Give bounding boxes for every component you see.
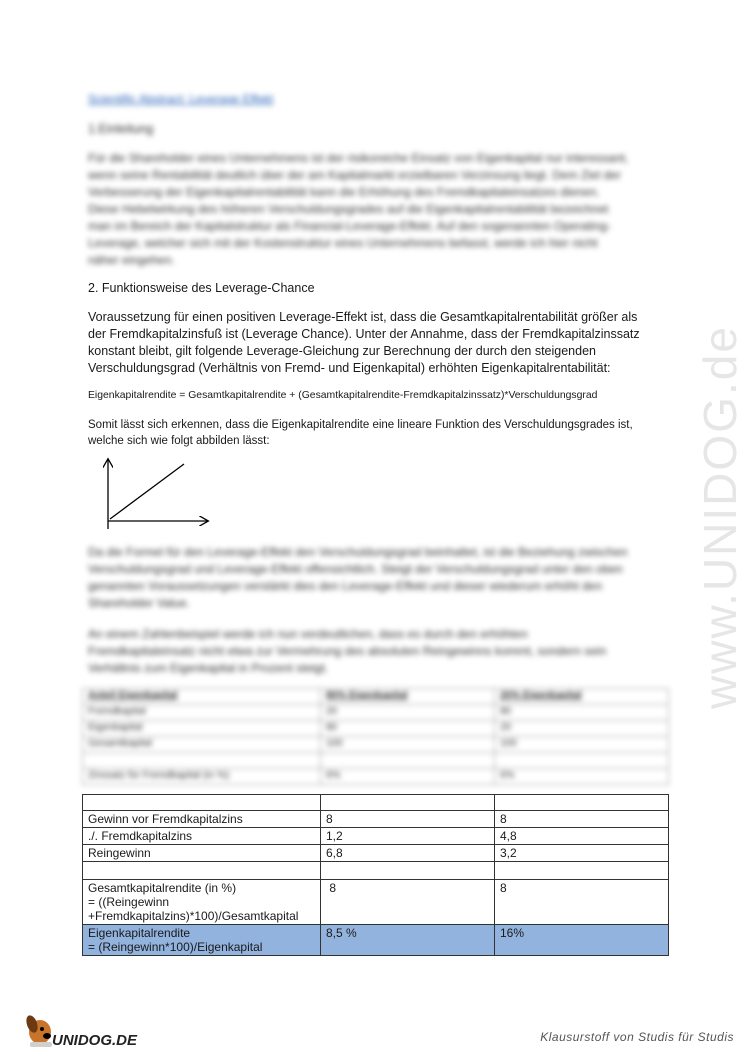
- table-cell: 3,2: [495, 845, 669, 862]
- table-cell: 100: [321, 737, 495, 753]
- table-cell: 20: [321, 705, 495, 721]
- linear-line: [110, 464, 184, 519]
- table-cell: [83, 862, 321, 880]
- intro-paragraph: Für die Shareholder eines Unternehmens ist der risikoreiche Einsatz von Eigenkapital nur interessant, wenn seine Rentabilität deutlich über der am Kapitalmarkt erzielbaren Verzinsung liegt. Dem Ziel der Verbesserung der Eigenkapitalrentabilität kann die Erhöhung des Fremdkapitaleinsatzes dienen. Diese Hebelwirkung des höheren Verschuldungsgrades auf die Eigenkapitalrentabilität bezeichnet man im Bereich der Kapitalstruktur als Financial-Leverage-Effekt. Auf den sogenannten Operating- Leverage, welcher sich mit der Kostenstruktur eines Unternehmens befasst, werde ich hier nicht näher eingehen.: [88, 151, 629, 267]
- table-cell: 20% Eigenkapital: [495, 689, 669, 705]
- table-cell: ./. Fremdkapitalzins: [83, 828, 321, 845]
- table-cell: [321, 753, 495, 769]
- table-cell: 6%: [321, 769, 495, 785]
- body-paragraph: Voraussetzung für einen positiven Leverage-Effekt ist, dass die Gesamtkapitalrentabilität größer als der Fremdkapitalzinsfuß ist (Leverage Chance). Unter der Annahme, dass der Fremdkapitalzinssatz konstant bleibt, gilt folgende Leverage-Gleichung zur Berechnung der durch den steigenden Verschuldungsgrad (Verhältnis von Fremd- und Eigenkapital) erhöhten Eigenkapitalrentabilität:: [88, 310, 640, 375]
- table-cell: [83, 753, 321, 769]
- table-cell: 20: [495, 721, 669, 737]
- table-cell: 6,8: [321, 845, 495, 862]
- table-cell: 16%: [495, 925, 669, 956]
- table-cell: Fremdkapital: [83, 705, 321, 721]
- table-cell: Gewinn vor Fremdkapitalzins: [83, 811, 321, 828]
- logo-text: UNIDOG.DE: [52, 1032, 138, 1049]
- table-cell: 8: [321, 811, 495, 828]
- table-cell: Gesamtkapitalrendite (in %) = ((Reingewinn +Fremdkapitalzins)*100)/Gesamtkapital: [83, 880, 321, 925]
- leverage-formula: Eigenkapitalrendite = Gesamtkapitalrendite + (Gesamtkapitalrendite-Fremdkapitalzinssatz)*Verschuldungsgrad: [88, 390, 598, 401]
- table-row: [83, 811, 669, 828]
- table-cell: 8: [495, 811, 669, 828]
- heading-einleitung: 1.Einleitung: [88, 122, 154, 136]
- table-cell: 80: [495, 705, 669, 721]
- dog-logo-icon: [22, 1012, 162, 1052]
- table-cell: 8: [321, 880, 495, 925]
- table-cell: [495, 795, 669, 811]
- table-row: [83, 795, 669, 811]
- table-row: [83, 705, 669, 721]
- gesamtkapitalrendite-row: [83, 880, 669, 925]
- table-cell: 80% Eigenkapital: [321, 689, 495, 705]
- table-cell: [495, 753, 669, 769]
- paragraph-zahlenbeispiel: An einem Zahlenbeispiel werde ich nun verdeutlichen, dass es durch den erhöhten Fremdkapitaleinsatz nicht etwa zur Vermehrung des absoluten Reingewinns kommt, sondern sein Verhältnis zum Eigenkapital in Prozent steigt.: [88, 627, 607, 675]
- eigenkapitalrendite-row: [83, 925, 669, 956]
- somit-paragraph: Somit lässt sich erkennen, dass die Eigenkapitalrendite eine lineare Funktion des Verschuldungsgrades ist, welche sich wie folgt abbilden lässt:: [88, 419, 633, 447]
- table-row: [83, 753, 669, 769]
- table-header: [83, 689, 669, 705]
- table-cell: Eigenkapital: [83, 721, 321, 737]
- table-cell: [83, 795, 321, 811]
- unidog-logo[interactable]: [22, 1012, 162, 1057]
- title-link[interactable]: Scientific Abstract: Leverage Effekt: [88, 92, 274, 106]
- table-row: [83, 721, 669, 737]
- watermark: www.UNIDOG.de: [694, 325, 746, 709]
- table-row: [83, 828, 669, 845]
- paragraph-verschuldungsgrad: Da die Formel für den Leverage-Effekt den Verschuldungsgrad beinhaltet, ist die Beziehung zwischen Verschuldungsgrad und Leverage-Effekt offensichtlich. Steigt der Verschuldungsgrad unter den oben genannten Voraussetzungen verstärkt dies den Leverage-Effekt und dieser wiederum erhöht den Shareholder Value.: [88, 545, 628, 610]
- table-row: [83, 862, 669, 880]
- capital-table-blurred: [82, 688, 669, 785]
- profit-table: [82, 794, 669, 956]
- heading-funktionsweise: 2. Funktionsweise des Leverage-Chance: [88, 281, 315, 295]
- table-cell: [495, 862, 669, 880]
- linear-function-diagram: [92, 455, 214, 533]
- table-cell: Eigenkapitalrendite = (Reingewinn*100)/Eigenkapital: [83, 925, 321, 956]
- table-cell: Gesamtkapital: [83, 737, 321, 753]
- table-row: [83, 769, 669, 785]
- table-cell: [321, 795, 495, 811]
- table-cell: 4,8: [495, 828, 669, 845]
- table-cell: Zinssatz für Fremdkapital (in %): [83, 769, 321, 785]
- table-cell: 1,2: [321, 828, 495, 845]
- table-cell: Reingewinn: [83, 845, 321, 862]
- table-cell: 80: [321, 721, 495, 737]
- table-cell: 8: [495, 880, 669, 925]
- table-row: [83, 845, 669, 862]
- table-cell: 100: [495, 737, 669, 753]
- table-cell: [321, 862, 495, 880]
- table-cell: Anteil Eigenkapital: [83, 689, 321, 705]
- table-cell: 6%: [495, 769, 669, 785]
- table-row: [83, 737, 669, 753]
- table-cell: 8,5 %: [321, 925, 495, 956]
- footer-tagline: Klausurstoff von Studis für Studis: [540, 1030, 734, 1044]
